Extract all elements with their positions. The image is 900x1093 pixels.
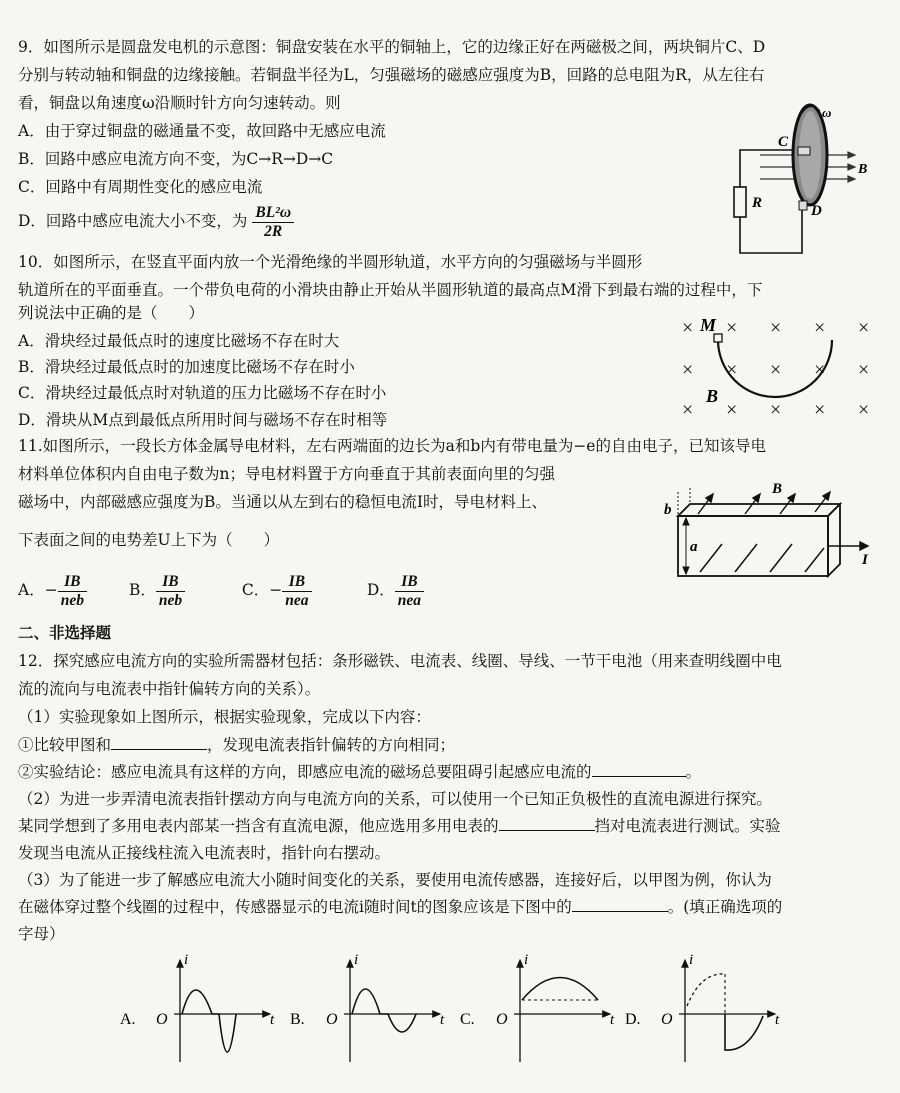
graph-b-t-label: t bbox=[440, 1012, 445, 1028]
field-cross-mark: × bbox=[858, 399, 870, 421]
q12-blank-1[interactable] bbox=[111, 735, 207, 750]
q12-part-1a bbox=[18, 735, 455, 755]
q10-option-c: C．滑块经过最低点时对轨道的压力比磁场不存在时小 bbox=[18, 384, 387, 402]
q12-part-2-text-end: 挡对电流表进行测试。实验 bbox=[594, 817, 781, 835]
front-hatch-lines bbox=[700, 544, 824, 572]
graph-a-curve bbox=[182, 990, 236, 1052]
q9-option-b: B．回路中感应电流方向不变，为C→R→D→C bbox=[18, 150, 334, 168]
graph-c-i-label: i bbox=[524, 952, 529, 968]
q10-stem-line-1: 10．如图所示，在竖直平面内放一个光滑绝缘的半圆形轨道，水平方向的匀强磁场与半圆形 bbox=[18, 253, 643, 271]
q12-part-1a-text-end: ，发现电流表指针偏转的方向相同； bbox=[207, 736, 456, 754]
q10-stem-line-3: 列说法中正确的是（ ） bbox=[18, 304, 205, 322]
conductor-block bbox=[678, 504, 840, 576]
q12-part-3-text: 在磁体穿过整个线圈的过程中，传感器显示的电流i随时间t的图象应该是下图中的 bbox=[18, 898, 572, 916]
field-cross-mark: × bbox=[682, 317, 694, 339]
label-d: D bbox=[811, 203, 822, 219]
q9-option-c: C．回路中有周期性变化的感应电流 bbox=[18, 178, 263, 196]
q9-stem-line-3: 看，铜盘以角速度ω沿顺时针方向匀速转动。则 bbox=[18, 94, 341, 112]
field-cross-mark: × bbox=[770, 399, 782, 421]
q11-stem-line-2: 材料单位体积内自由电子数为n；导电材料置于方向垂直于其前表面向里的匀强 bbox=[18, 465, 555, 483]
graph-a bbox=[120, 952, 275, 1062]
q11-option-a-sign: − bbox=[44, 581, 58, 599]
graph-c-label: C. bbox=[460, 1011, 475, 1028]
q12-graphs bbox=[110, 950, 800, 1070]
q11-option-c bbox=[242, 566, 362, 614]
label-r: R bbox=[752, 195, 763, 211]
graph-a-origin: O bbox=[156, 1011, 168, 1028]
graph-c-origin: O bbox=[496, 1011, 508, 1028]
q9-stem-line-2: 分别与转动轴和铜盘的边缘接触。若铜盘半径为L，匀强磁场的磁感应强度为B，回路的总电阻为R，从左往右 bbox=[18, 66, 765, 84]
graph-d-t-label: t bbox=[775, 1012, 780, 1028]
graph-a-label: A. bbox=[120, 1011, 136, 1028]
graph-b-origin: O bbox=[326, 1011, 338, 1028]
field-cross-mark: × bbox=[682, 399, 694, 421]
graph-a-i-label: i bbox=[184, 952, 189, 968]
q12-part-1b-text-end: 。 bbox=[685, 763, 702, 781]
q12-part-1: （1）实验现象如上图所示，根据实验现象，完成以下内容： bbox=[18, 708, 431, 726]
label-b-field: B bbox=[772, 481, 783, 497]
dimension-a bbox=[683, 518, 689, 574]
q12-part-1a-text: ①比较甲图和 bbox=[18, 736, 112, 754]
q10-semicircle-track-figure bbox=[678, 310, 878, 422]
field-cross-mark: × bbox=[726, 399, 738, 421]
label-m: M bbox=[700, 315, 717, 335]
field-cross-mark: × bbox=[858, 317, 870, 339]
q11-option-a-fraction bbox=[58, 573, 87, 610]
current-arrow bbox=[828, 542, 868, 550]
graph-d bbox=[625, 952, 780, 1062]
q10-option-d: D．滑块从M点到最低点所用时间与磁场不存在时相等 bbox=[18, 411, 388, 429]
q12-stem-line-1: 12．探究感应电流方向的实验所需器材包括：条形磁铁、电流表、线圈、导线、一节干电池（用来查明线圈中电 bbox=[18, 652, 782, 670]
q11-stem-line-4: 下表面之间的电势差U上下为（ ） bbox=[18, 531, 280, 549]
q11-option-d-denominator: nea bbox=[397, 591, 421, 609]
section-title-nonchoice: 二、非选择题 bbox=[18, 623, 112, 642]
q11-option-a-denominator: neb bbox=[60, 591, 84, 609]
axle bbox=[798, 147, 810, 155]
label-a: a bbox=[690, 539, 698, 555]
field-cross-mark: × bbox=[726, 317, 738, 339]
q9-option-d-text: D．回路中感应电流大小不变，为 bbox=[18, 212, 248, 230]
q11-option-b-numerator: IB bbox=[156, 573, 185, 592]
label-i: I bbox=[862, 552, 868, 568]
q11-option-d-numerator: IB bbox=[395, 573, 424, 592]
q9-option-d-denominator: 2R bbox=[264, 222, 283, 240]
q11-option-b-label: B． bbox=[128, 581, 156, 599]
q12-blank-4[interactable] bbox=[572, 897, 668, 912]
label-b-dim: b bbox=[664, 502, 672, 518]
graph-c bbox=[460, 952, 615, 1062]
graph-c-t-label: t bbox=[610, 1012, 615, 1028]
resistor-r bbox=[734, 187, 746, 217]
field-cross-mark: × bbox=[682, 359, 694, 381]
q10-stem-line-2: 轨道所在的平面垂直。一个带负电荷的小滑块由静止开始从半圆形轨道的最高点M滑下到最右端的过程中，下 bbox=[18, 281, 763, 299]
q11-option-a-numerator: IB bbox=[58, 573, 87, 592]
graph-d-lower-curve bbox=[725, 1014, 763, 1050]
q10-option-a: A．滑块经过最低点时的速度比磁场不存在时大 bbox=[18, 332, 340, 350]
q9-option-a: A．由于穿过铜盘的磁通量不变，故回路中无感应电流 bbox=[18, 122, 386, 140]
q11-conductor-block-figure bbox=[660, 478, 882, 590]
label-b: B bbox=[706, 386, 719, 406]
graph-b-curve bbox=[352, 989, 416, 1032]
q9-option-d-numerator: BL²ω bbox=[252, 204, 294, 223]
q12-part-3-line-2 bbox=[18, 897, 782, 917]
q11-option-c-fraction bbox=[282, 573, 311, 610]
q9-stem-line-1: 9．如图所示是圆盘发电机的示意图：铜盘安装在水平的铜轴上，它的边缘正好在两磁极之间，两块铜片C、D bbox=[18, 38, 766, 56]
q11-stem-line-1: 11.如图所示，一段长方体金属导电材料，左右两端面的边长为a和b内有带电量为−e的自由电子，已知该导电 bbox=[18, 437, 766, 455]
field-cross-mark: × bbox=[770, 359, 782, 381]
q12-part-2-text: 某同学想到了多用电表内部某一挡含有直流电源，他应选用多用电表的 bbox=[18, 817, 499, 835]
graph-d-label: D. bbox=[625, 1011, 641, 1028]
label-omega: ω bbox=[822, 105, 832, 120]
q12-stem-line-2: 流的流向与电流表中指针偏转方向的关系）。 bbox=[18, 680, 321, 698]
q11-option-d bbox=[367, 566, 424, 614]
dimension-b bbox=[678, 488, 690, 516]
q11-option-c-label: C． bbox=[241, 581, 270, 599]
q11-option-b bbox=[129, 566, 237, 614]
field-cross-mark: × bbox=[814, 317, 826, 339]
graph-d-i-label: i bbox=[689, 952, 694, 968]
q9-option-d bbox=[18, 200, 294, 242]
q12-part-3-line-3: 字母） bbox=[18, 925, 65, 943]
field-cross-mark: × bbox=[858, 359, 870, 381]
q12-blank-2[interactable] bbox=[592, 762, 686, 777]
q12-part-2-line-1: （2）为进一步弄清电流表指针摆动方向与电流方向的关系，可以使用一个已知正负极性的直流电源进行探究。 bbox=[18, 790, 772, 808]
graph-d-upper-curve bbox=[687, 974, 725, 1006]
q11-option-c-sign: − bbox=[269, 581, 283, 599]
field-cross-mark: × bbox=[814, 359, 826, 381]
field-cross-mark: × bbox=[770, 317, 782, 339]
q11-option-b-denominator: neb bbox=[158, 591, 183, 609]
q11-option-d-label: D． bbox=[366, 581, 395, 599]
q11-options bbox=[18, 566, 424, 614]
q12-part-1b-text: ②实验结论：感应电流具有这样的方向，即感应电流的磁场总要阻碍引起感应电流的 bbox=[18, 763, 592, 781]
q12-part-2-line-3: 发现当电流从正接线柱流入电流表时，指针向右摆动。 bbox=[18, 844, 391, 862]
graph-b-label: B. bbox=[290, 1011, 305, 1028]
graph-a-t-label: t bbox=[270, 1012, 275, 1028]
label-b: B bbox=[858, 162, 868, 177]
q11-option-c-numerator: IB bbox=[282, 573, 311, 592]
graph-b bbox=[290, 952, 445, 1062]
q11-stem-line-3: 磁场中，内部磁感应强度为B。当通以从左到右的稳恒电流I时，导电材料上、 bbox=[18, 493, 548, 511]
q11-option-a-label: A． bbox=[18, 581, 45, 599]
graph-c-curve bbox=[522, 978, 598, 1001]
graph-d-origin: O bbox=[661, 1011, 673, 1028]
q12-part-3-text-end: 。(填正确选项的 bbox=[667, 898, 783, 916]
q11-option-a bbox=[18, 566, 124, 614]
slider-block bbox=[714, 334, 722, 342]
graph-b-i-label: i bbox=[354, 952, 359, 968]
q11-option-d-fraction bbox=[395, 573, 424, 610]
field-arrows-b bbox=[698, 492, 830, 514]
field-cross-mark: × bbox=[814, 399, 826, 421]
q12-part-3-line-1: （3）为了能进一步了解感应电流大小随时间变化的关系，要使用电流传感器，连接好后，以甲图为例，你认为 bbox=[18, 871, 772, 889]
q10-option-b: B．滑块经过最低点时的加速度比磁场不存在时小 bbox=[18, 358, 355, 376]
q12-blank-3[interactable] bbox=[499, 816, 595, 831]
brush-d bbox=[799, 201, 807, 210]
q9-option-d-fraction bbox=[252, 204, 294, 241]
q12-part-2-line-2 bbox=[18, 816, 781, 836]
field-cross-mark: × bbox=[726, 359, 738, 381]
q11-option-b-fraction bbox=[156, 573, 185, 610]
q12-part-1b bbox=[18, 762, 701, 782]
q9-disc-generator-figure bbox=[730, 95, 880, 260]
q11-option-c-denominator: nea bbox=[285, 591, 309, 609]
label-c: C bbox=[778, 134, 789, 150]
